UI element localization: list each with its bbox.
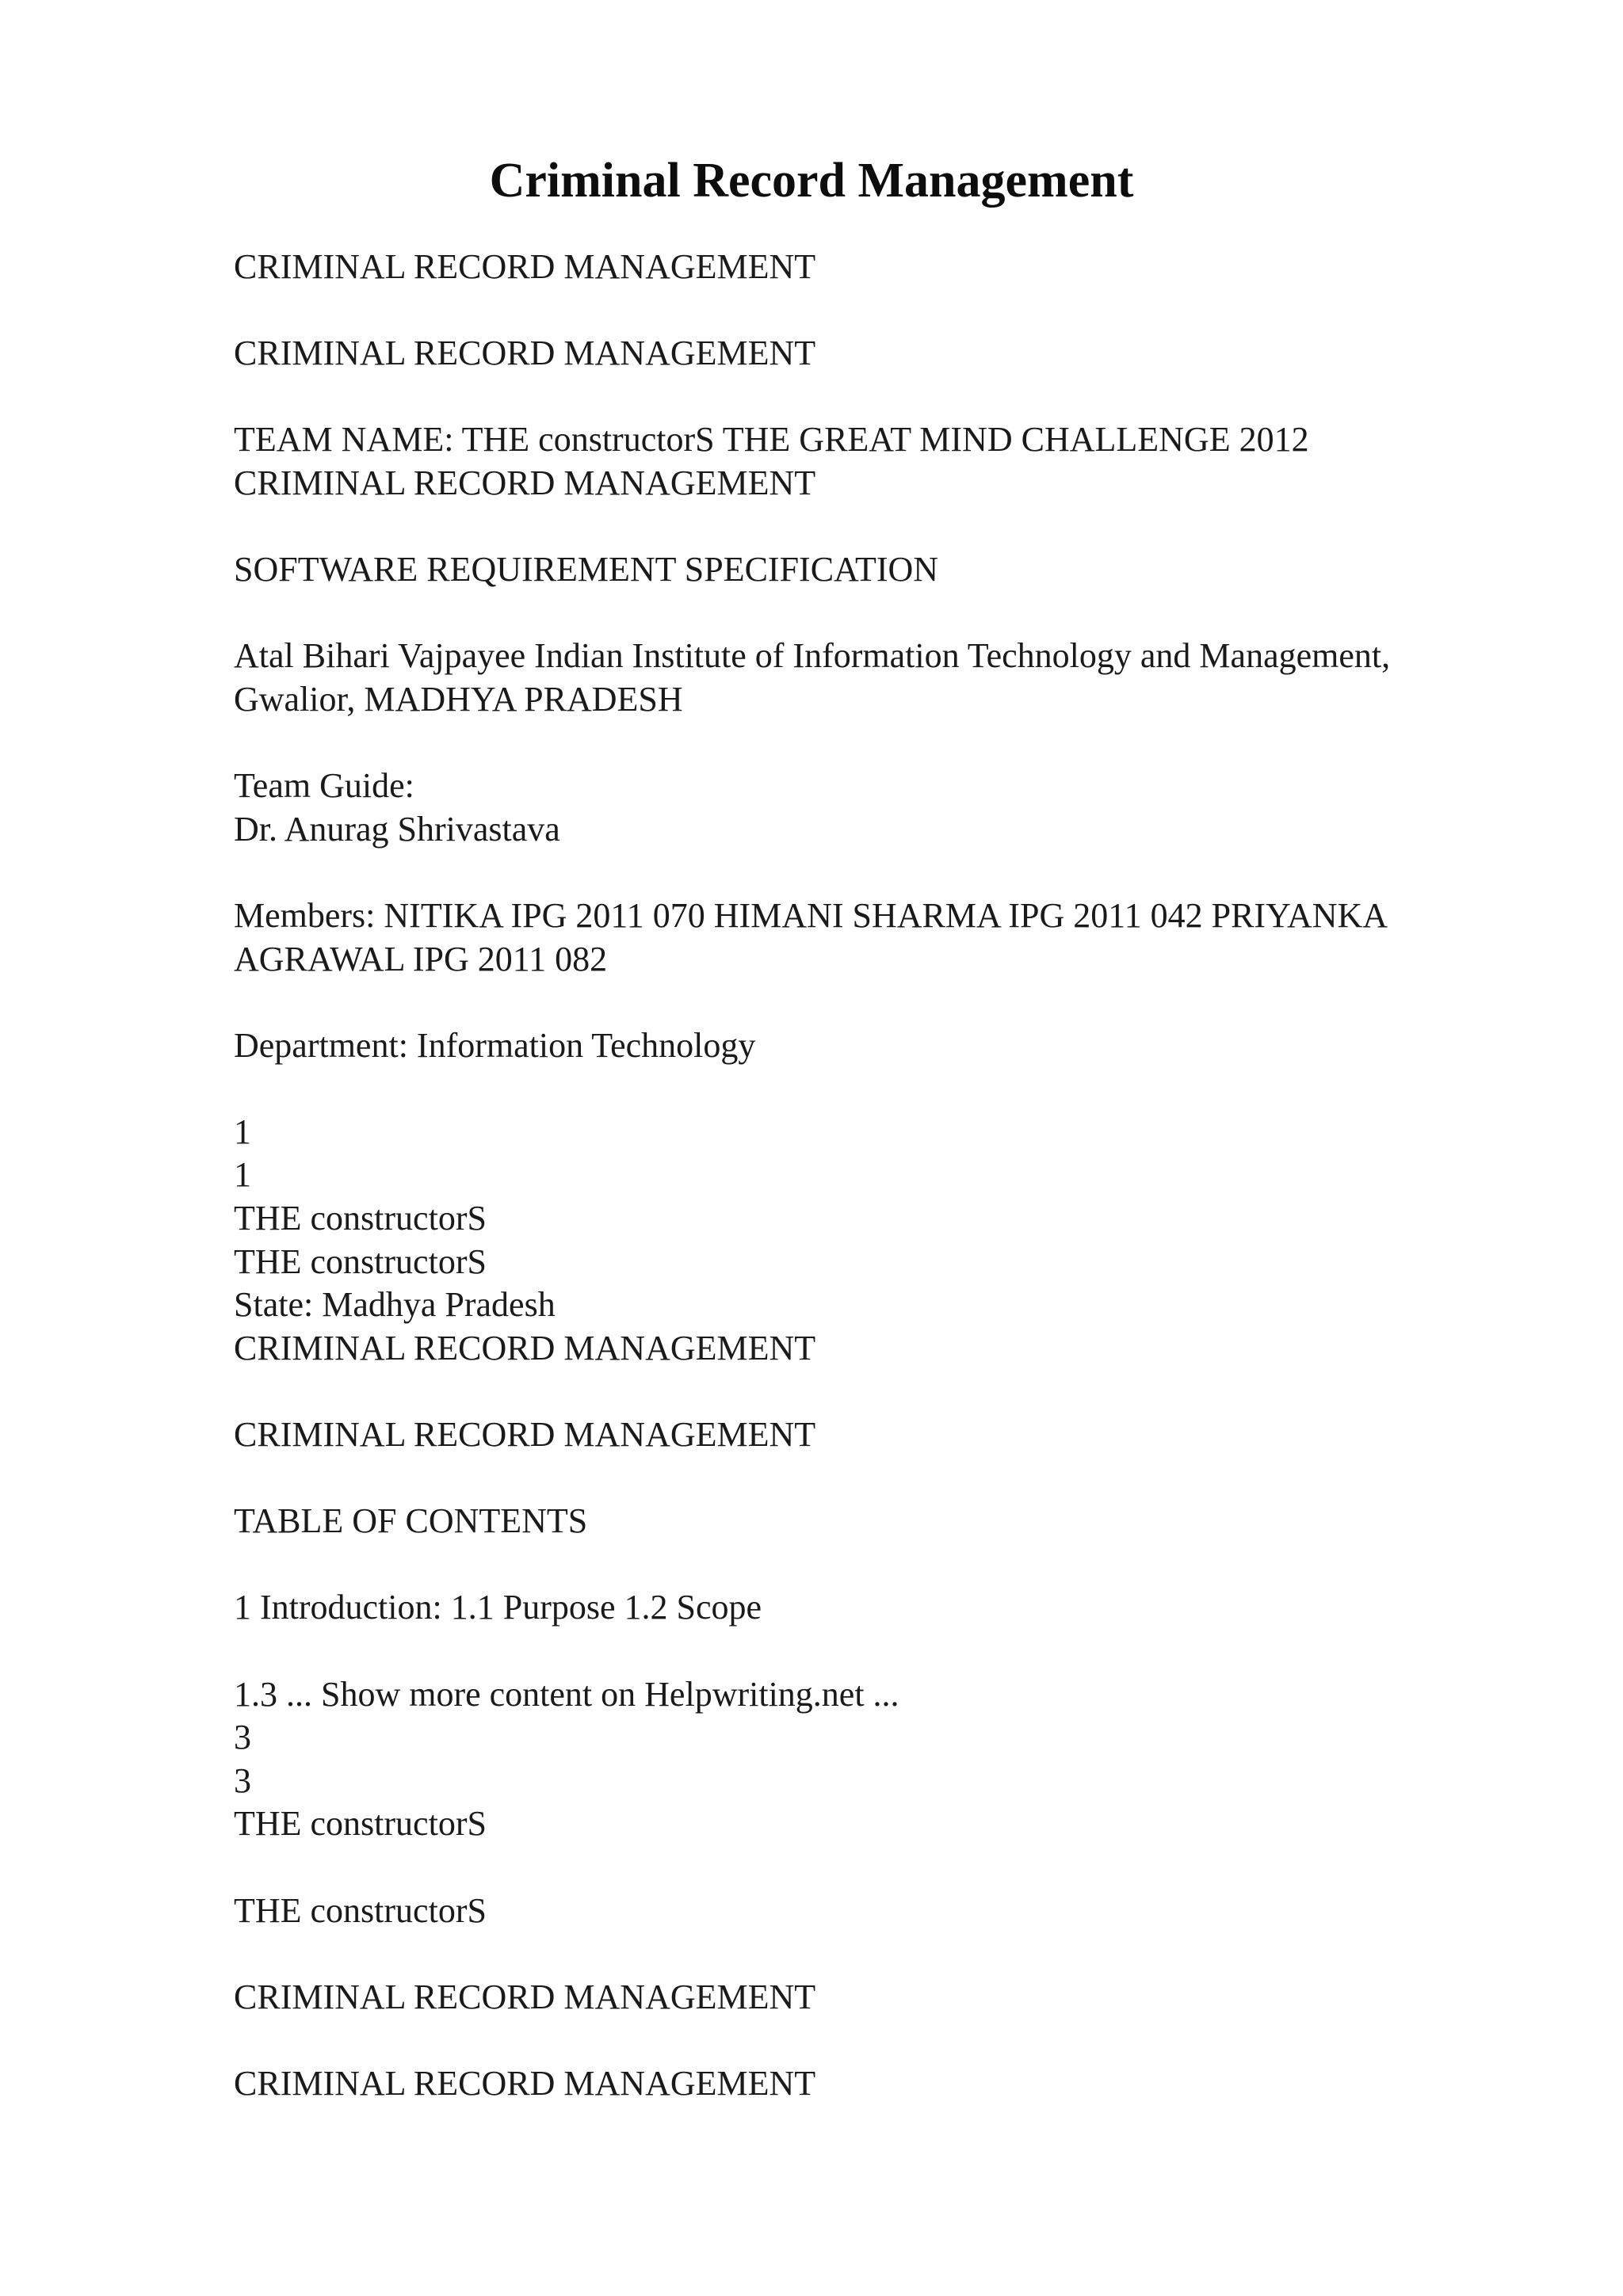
paragraph (234, 418, 1502, 505)
text-line: 1.3 ... Show more content on Helpwriting.net ... (234, 1674, 899, 1714)
paragraph (234, 332, 1502, 376)
paragraph (234, 548, 1502, 592)
paragraph (234, 2062, 1502, 2106)
text-line: CRIMINAL RECORD MANAGEMENT (234, 1328, 816, 1367)
document-body (234, 246, 1502, 2149)
text-line: TEAM NAME: THE constructorS THE GREAT MIND CHALLENGE 2012 (234, 420, 1309, 460)
text-line: CRIMINAL RECORD MANAGEMENT (234, 463, 816, 502)
text-line: CRIMINAL RECORD MANAGEMENT (234, 1977, 816, 2016)
text-line: THE constructorS (234, 1241, 487, 1281)
paragraph (234, 1673, 1502, 1846)
paragraph (234, 1586, 1502, 1630)
paragraph (234, 894, 1502, 981)
text-line: State: Madhya Pradesh (234, 1285, 556, 1325)
text-line: CRIMINAL RECORD MANAGEMENT (234, 334, 816, 373)
paragraph (234, 765, 1502, 851)
paragraph (234, 1413, 1502, 1457)
paragraph (234, 1976, 1502, 2019)
text-line: 1 (234, 1112, 251, 1151)
text-line: 1 Introduction: 1.1 Purpose 1.2 Scope (234, 1588, 762, 1627)
text-line: 1 (234, 1155, 251, 1195)
text-line: THE constructorS (234, 1804, 487, 1844)
text-line: Members: NITIKA IPG 2011 070 HIMANI SHARMA IPG 2011 042 PRIYANKA (234, 895, 1388, 935)
paragraph (234, 1890, 1502, 1933)
text-line: 3 (234, 1718, 251, 1757)
text-line: Department: Information Technology (234, 1025, 756, 1065)
text-line: CRIMINAL RECORD MANAGEMENT (234, 247, 816, 286)
paragraph (234, 1111, 1502, 1371)
document-title: Criminal Record Management (489, 154, 1134, 208)
text-line: THE constructorS (234, 1890, 487, 1930)
text-line: CRIMINAL RECORD MANAGEMENT (234, 1415, 816, 1455)
text-line: SOFTWARE REQUIREMENT SPECIFICATION (234, 550, 939, 589)
text-line: THE constructorS (234, 1199, 487, 1238)
paragraph (234, 1500, 1502, 1543)
text-line: Team Guide: (234, 766, 414, 806)
paragraph (234, 246, 1502, 289)
text-line: AGRAWAL IPG 2011 082 (234, 939, 608, 978)
text-line: Gwalior, MADHYA PRADESH (234, 679, 683, 719)
paragraph (234, 635, 1502, 721)
text-line: 3 (234, 1760, 251, 1800)
paragraph (234, 1024, 1502, 1068)
text-line: Dr. Anurag Shrivastava (234, 809, 560, 849)
text-line: CRIMINAL RECORD MANAGEMENT (234, 2063, 816, 2103)
text-line: Atal Bihari Vajpayee Indian Institute of Information Technology and Management, (234, 636, 1391, 676)
text-line: TABLE OF CONTENTS (234, 1501, 588, 1541)
